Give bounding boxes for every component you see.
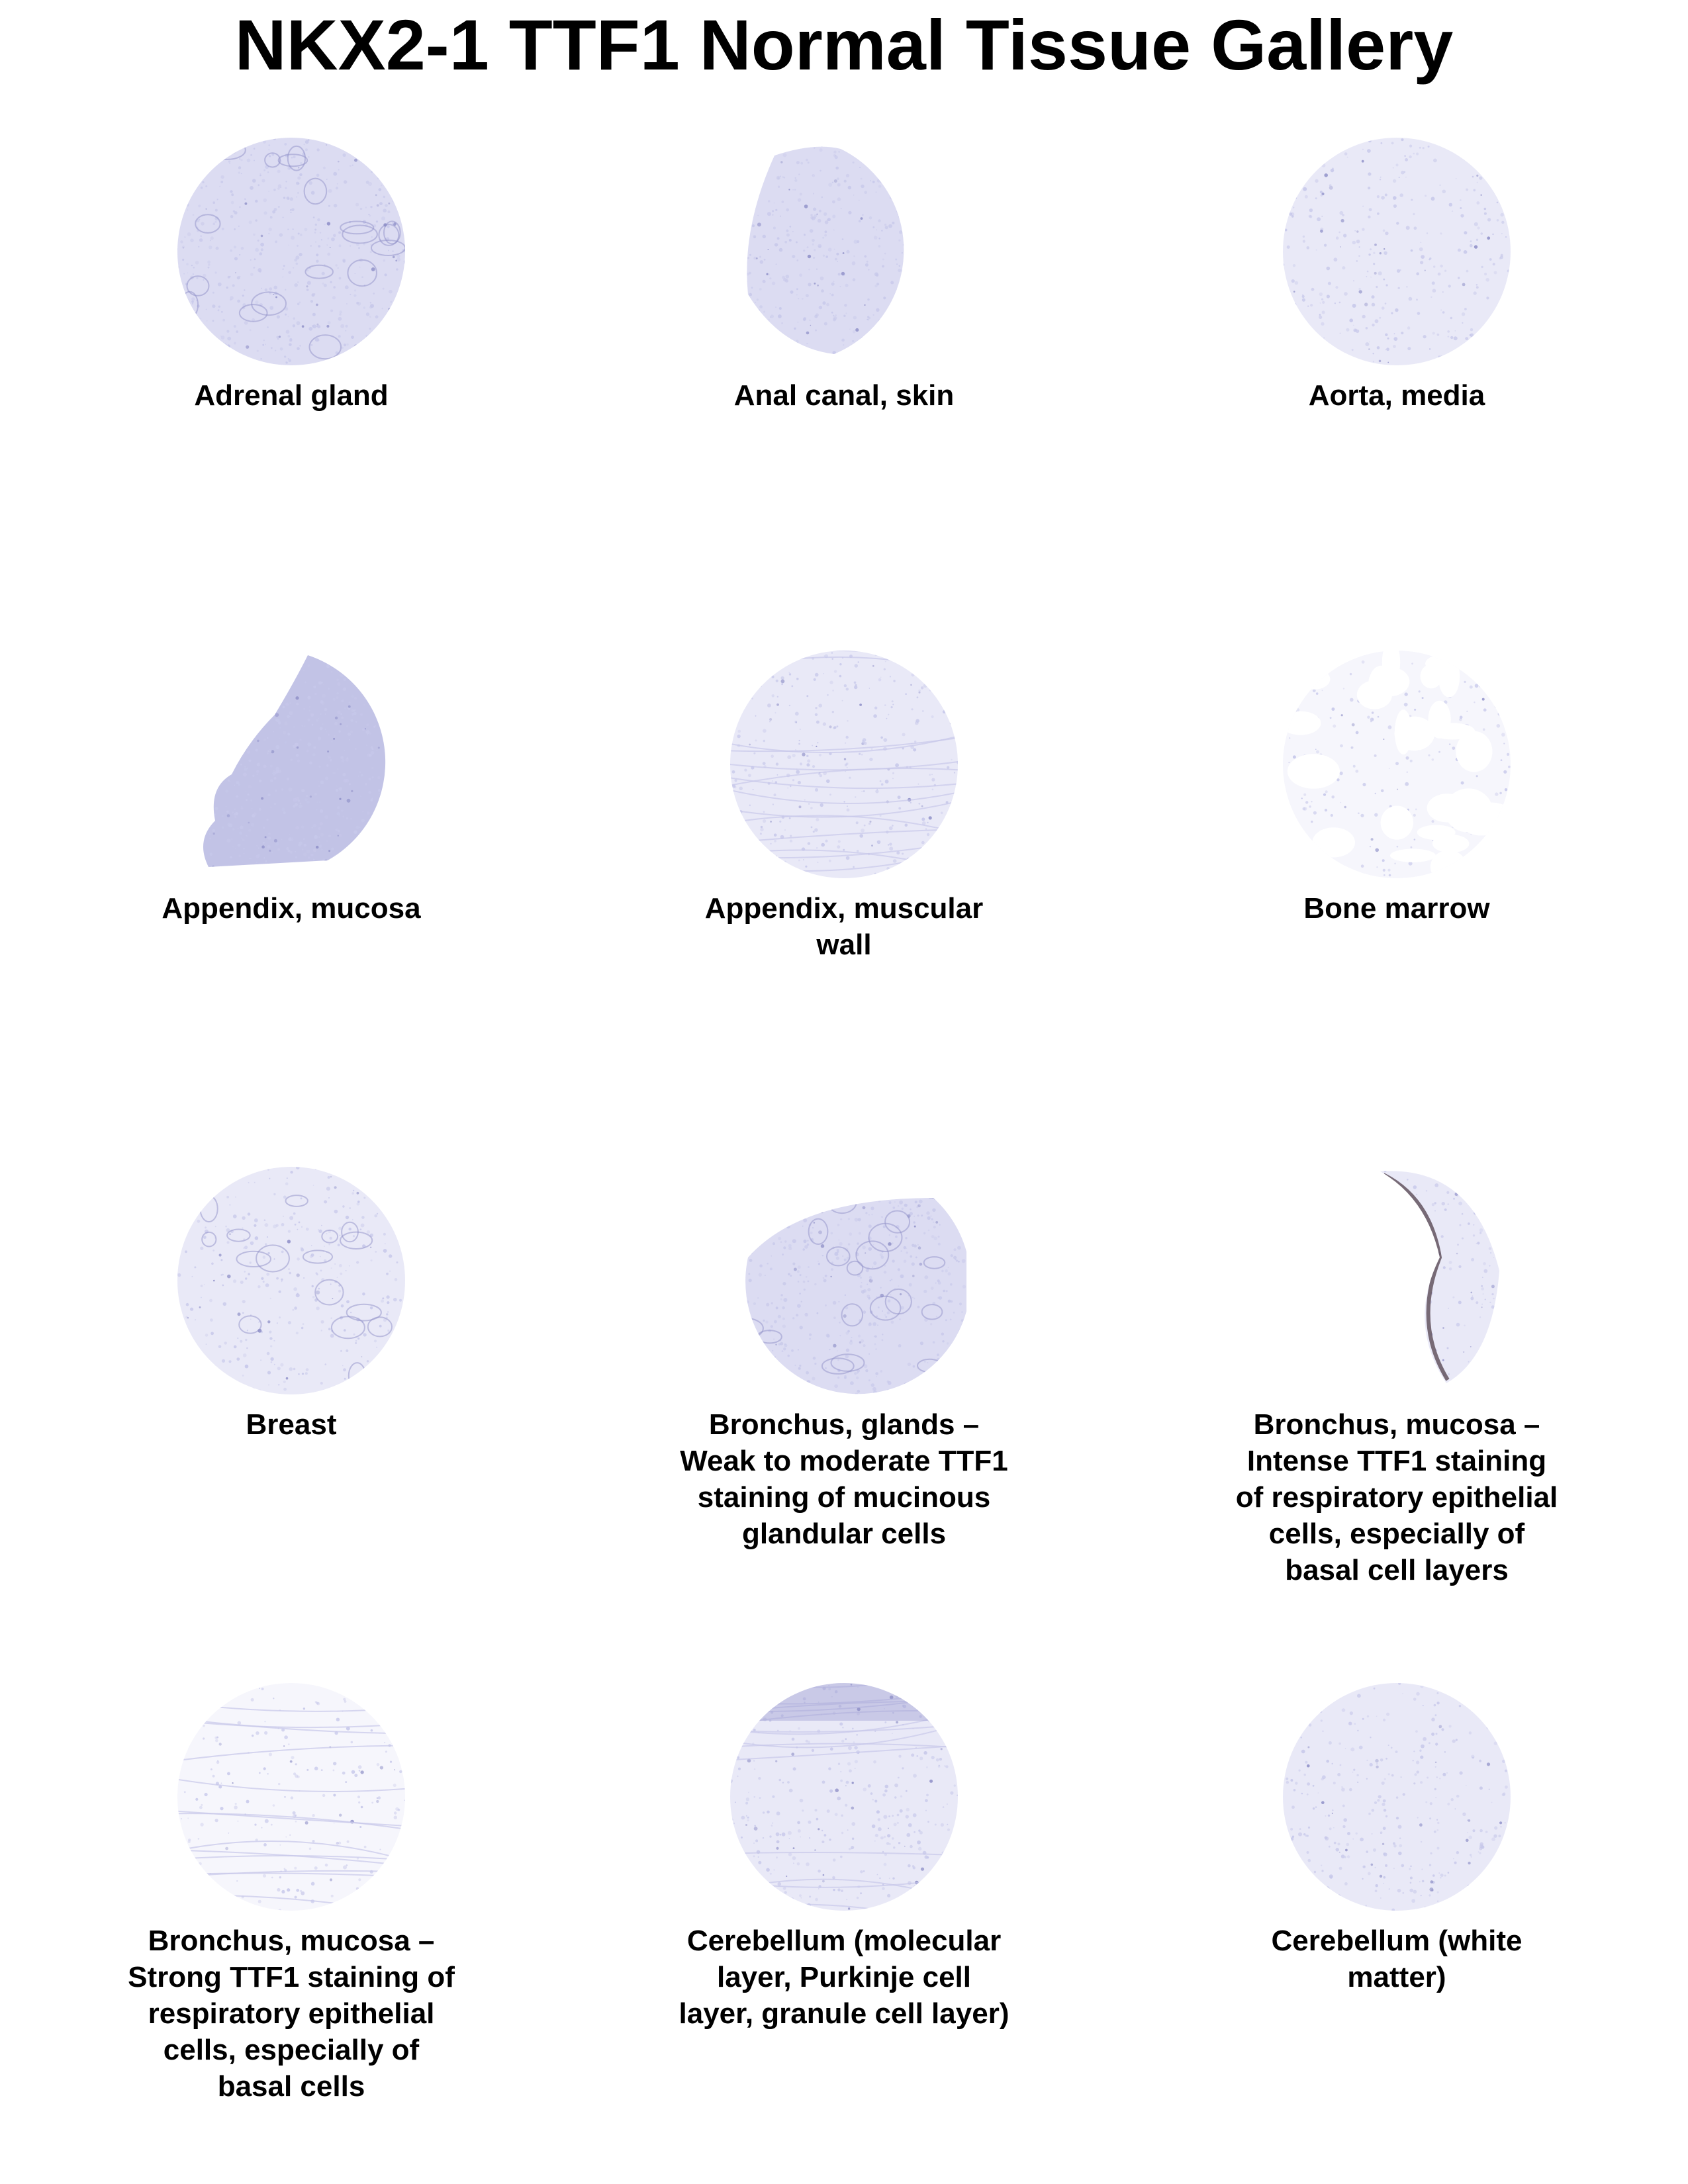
tissue-micrograph xyxy=(1274,129,1519,374)
tissue-caption: Cerebellum (molecular layer, Purkinje cell layer, granule cell layer) xyxy=(679,1925,1009,2030)
tissue-core-stain xyxy=(1274,642,1519,887)
tissue-core-stain xyxy=(722,1674,966,1919)
tissue-core-stain xyxy=(169,129,414,374)
tissue-caption: Bronchus, mucosa – Strong TTF1 staining of respiratory epithelial cells, especially of basal cells xyxy=(128,1925,455,2103)
tissue-image xyxy=(1145,126,1648,377)
tissue-image xyxy=(40,639,543,890)
tissue-micrograph xyxy=(722,129,966,374)
tissue-image xyxy=(592,126,1096,377)
tissue-image xyxy=(592,1671,1096,1923)
tissue-micrograph xyxy=(722,1158,966,1403)
tissue-caption: Aorta, media xyxy=(1308,379,1485,412)
tissue-image xyxy=(1145,639,1648,890)
tissue-caption: Appendix, muscular wall xyxy=(704,892,984,961)
tissue-image xyxy=(592,639,1096,890)
tissue-image xyxy=(1145,1155,1648,1406)
tissue-micrograph xyxy=(169,129,414,374)
tissue-core-stain xyxy=(169,642,414,887)
tissue-caption: Bronchus, glands – Weak to moderate TTF1 staining of mucinous glandular cells xyxy=(680,1408,1008,1550)
tissue-micrograph xyxy=(722,642,966,887)
tissue-micrograph xyxy=(1274,1674,1519,1919)
tissue-caption: Appendix, mucosa xyxy=(162,892,421,925)
tissue-core-stain xyxy=(1274,1158,1519,1403)
tissue-caption: Breast xyxy=(246,1408,337,1441)
tissue-core-stain xyxy=(169,1158,414,1403)
tissue-core-stain xyxy=(1274,129,1519,374)
tissue-core-stain xyxy=(722,129,966,374)
tissue-caption: Bone marrow xyxy=(1303,892,1490,925)
tissue-micrograph xyxy=(1274,1158,1519,1403)
tissue-image xyxy=(40,1155,543,1406)
tissue-image xyxy=(592,1155,1096,1406)
tissue-core-stain xyxy=(169,1674,414,1919)
tissue-image xyxy=(40,1671,543,1923)
tissue-caption: Bronchus, mucosa – Intense TTF1 staining of respiratory epithelial cells, especially of basal cell layers xyxy=(1235,1408,1558,1586)
tissue-micrograph xyxy=(169,1674,414,1919)
tissue-micrograph xyxy=(169,642,414,887)
tissue-caption: Anal canal, skin xyxy=(733,379,955,412)
tissue-caption: Cerebellum (white matter) xyxy=(1271,1925,1523,1993)
tissue-image xyxy=(1145,1671,1648,1923)
tissue-caption: Adrenal gland xyxy=(194,379,389,412)
page-title: NKX2-1 TTF1 Normal Tissue Gallery xyxy=(234,5,1454,85)
tissue-micrograph xyxy=(1274,642,1519,887)
tissue-micrograph xyxy=(722,1674,966,1919)
tissue-image xyxy=(40,126,543,377)
tissue-micrograph xyxy=(169,1158,414,1403)
tissue-core-stain xyxy=(1274,1674,1519,1919)
tissue-core-stain xyxy=(722,1158,966,1403)
tissue-core-stain xyxy=(722,642,966,887)
